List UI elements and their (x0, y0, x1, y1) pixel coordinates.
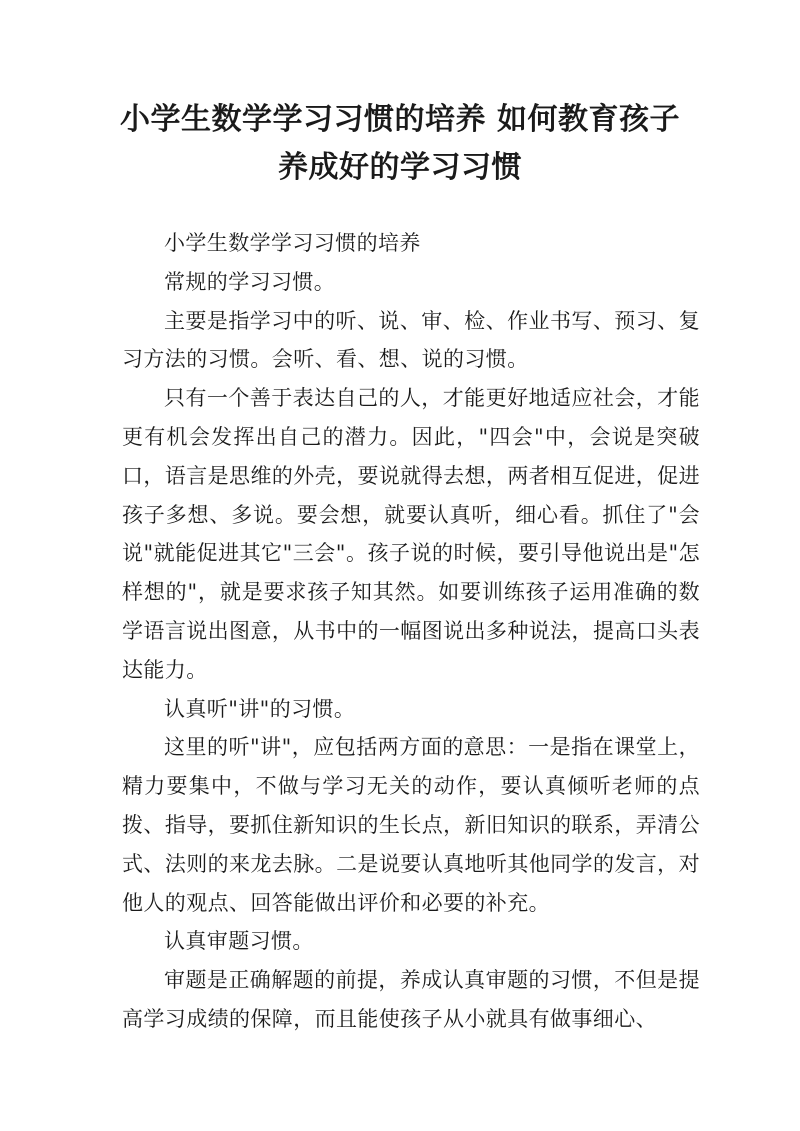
paragraph-main-habits: 主要是指学习中的听、说、审、检、作业书写、预习、复习方法的习惯。会听、看、想、说的习惯。 (122, 308, 700, 372)
paragraph-speaking-habits: 只有一个善于表达自己的人，才能更好地适应社会，才能更有机会发挥出自己的潜力。因此，"四会"中，会说是突破口，语言是思维的外壳，要说就得去想，两者相互促进，促进孩子多想、多说。要会想，就要认真听，细心看。抓住了"会说"就能促进其它"三会"。孩子说的时候，要引导他说出是"怎样想的"，就是要求孩子知其然。如要训练孩子运用准确的数学语言说出图意，从书中的一幅图说出多种说法，提高口头表达能力。 (122, 386, 700, 682)
paragraph-reading-questions: 审题是正确解题的前提，养成认真审题的习惯，不但是提高学习成绩的保障，而且能使孩子从小就具有做事细心、 (122, 968, 700, 1031)
paragraph-section-heading: 小学生数学学习习惯的培养 (164, 231, 421, 255)
document-title (100, 96, 700, 192)
document-body (122, 224, 700, 1039)
title-line-2: 养成好的学习习惯 (278, 150, 522, 185)
paragraph-listening-habits: 这里的听"讲"，应包括两方面的意思：一是指在课堂上，精力要集中，不做与学习无关的动作，要认真倾听老师的点拨、指导，要抓住新知识的生长点，新旧知识的联系，弄清公式、法则的来龙去脉。二是说要认真地听其他同学的发言，对他人的观点、回答能做出评价和必要的补充。 (122, 735, 700, 915)
paragraph-subheading-routine-habits: 常规的学习习惯。 (164, 269, 336, 294)
paragraph-subheading-reading-questions: 认真审题习惯。 (164, 929, 314, 954)
title-line-1: 小学生数学学习习惯的培养 如何教育孩子 (120, 102, 680, 137)
paragraph-subheading-listening: 认真听"讲"的习惯。 (164, 696, 356, 721)
